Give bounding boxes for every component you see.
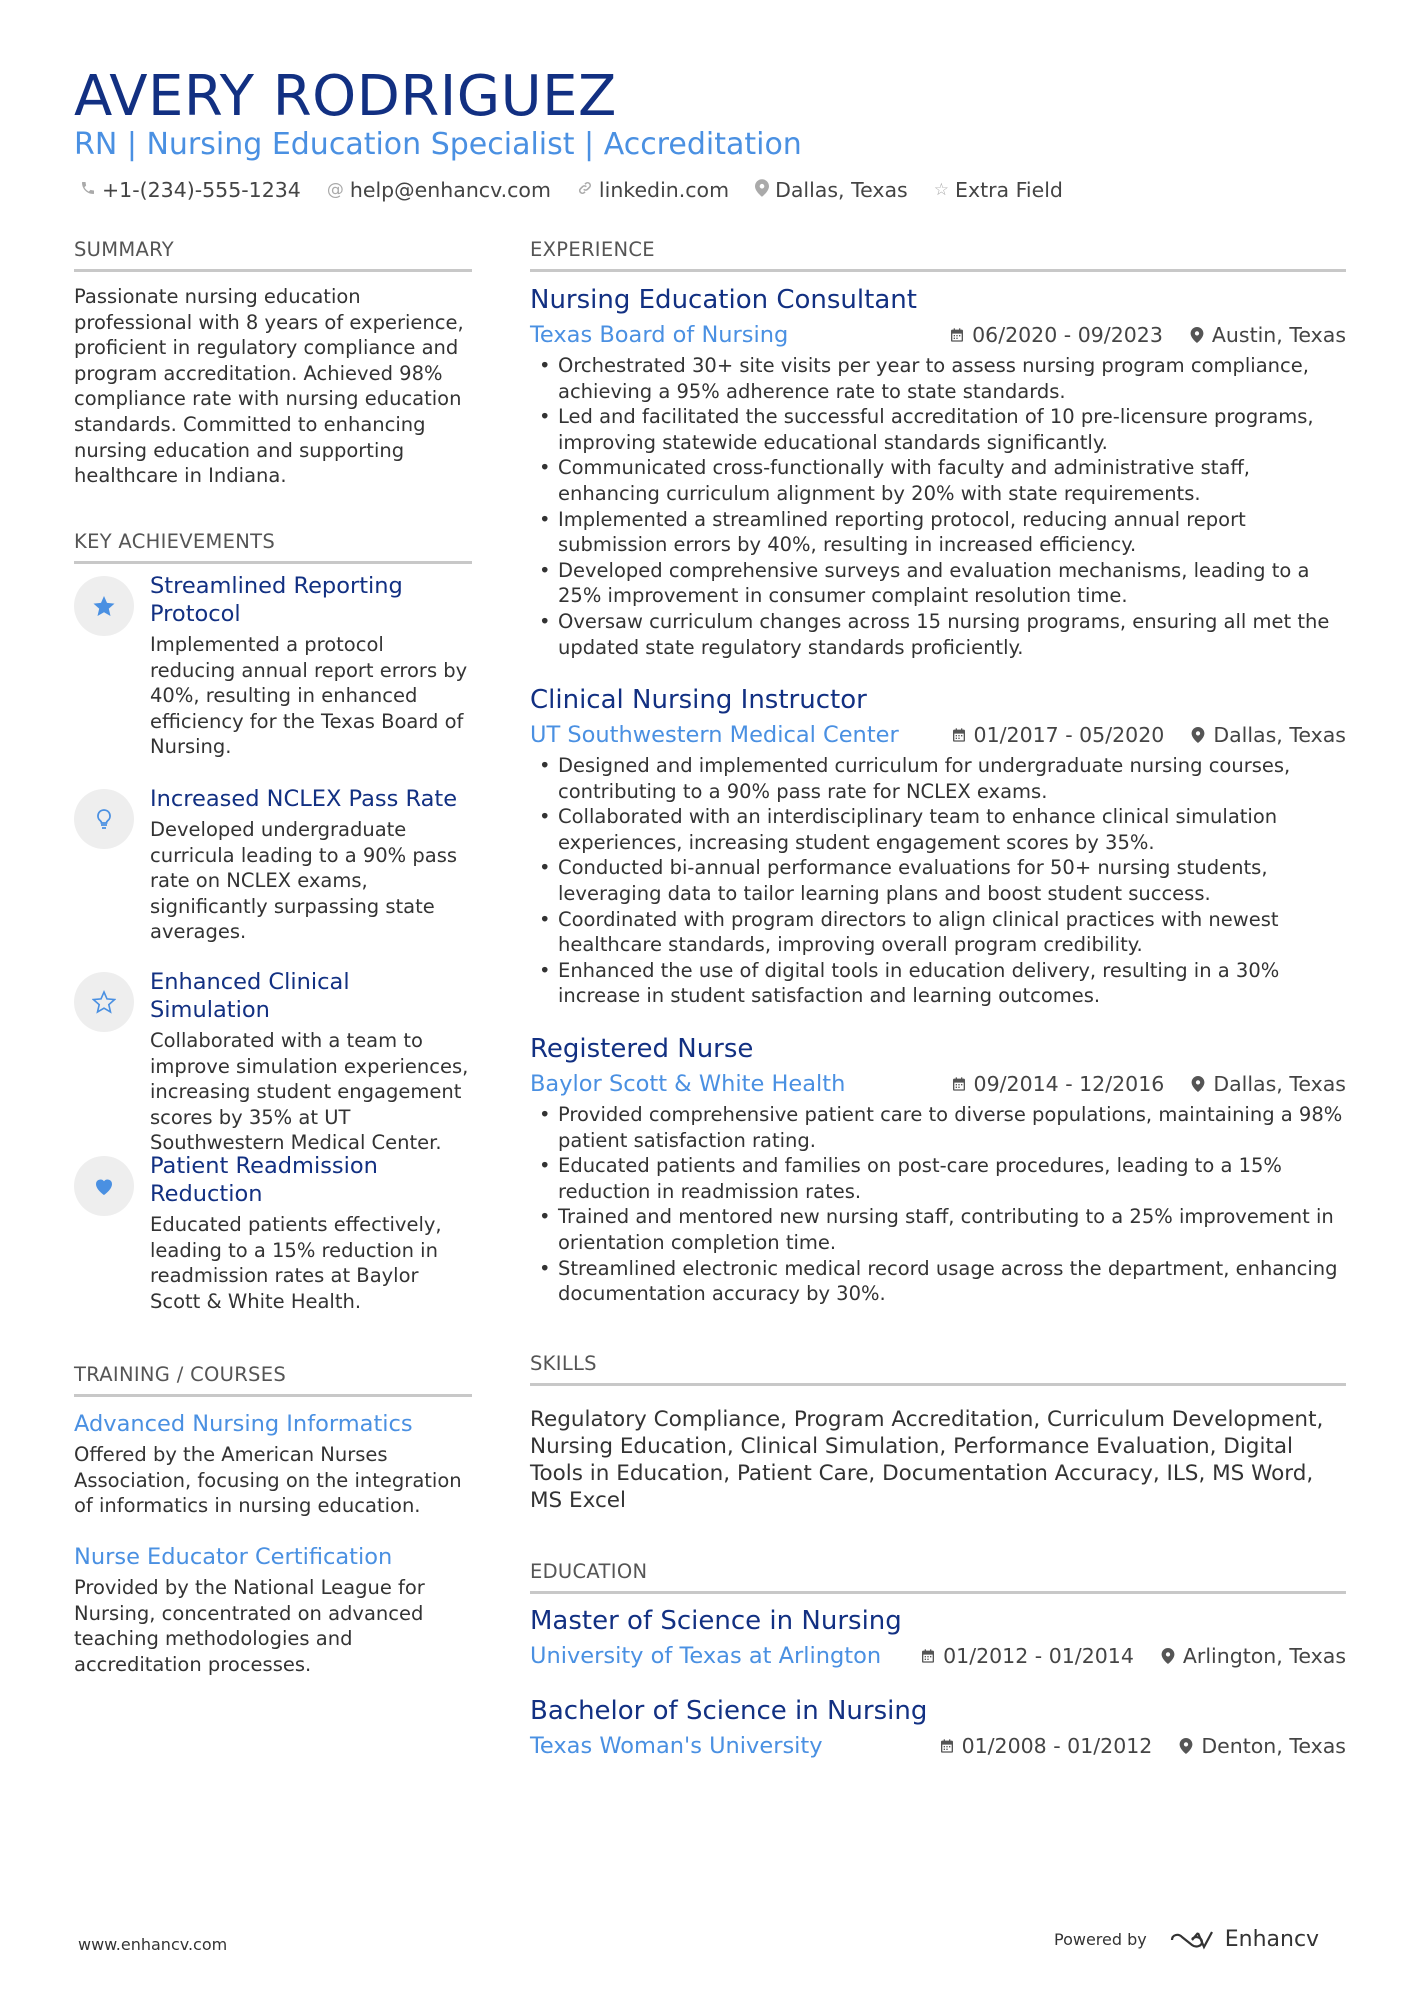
contact-bar [80,178,1063,202]
job-bullet: • Collaborated with an interdisciplinary team to enhance clinical simulation experiences, increasing student engagement scores by 35%. [530,804,1346,855]
summary-heading: SUMMARY [74,238,472,272]
location-icon [1190,727,1206,743]
achievement-title: Increased NCLEX Pass Rate [150,786,458,812]
education-dates: 01/2012 - 01/2014 [943,1644,1134,1668]
star-icon [74,576,134,636]
education-location: Denton, Texas [1201,1734,1346,1758]
job-bullets [530,353,1346,660]
star-outline-icon [74,972,134,1032]
course-item [74,1543,474,1677]
contact-phone-text: +1-(234)-555-1234 [102,178,301,202]
footer-website[interactable]: www.enhancv.com [78,1935,228,1954]
job-location: Dallas, Texas [1213,723,1346,747]
job-bullet: • Trained and mentored new nursing staff, contributing to a 25% improvement in orientation completion time. [530,1204,1346,1255]
education-item [530,1604,1346,1672]
skills-text: Regulatory Compliance, Program Accreditation, Curriculum Development, Nursing Education, Clinical Simulation, Performance Evaluation, Digital Tools in Education, Patient Care, Documentation Accuracy, ILS, MS Word, MS Excel [530,1407,1324,1513]
contact-location [755,178,908,202]
achievement-item [74,1152,474,1314]
contact-email[interactable] [327,178,551,202]
enhancv-logo[interactable] [1169,1927,1319,1952]
education-item [530,1694,1346,1762]
enhancv-logo-icon [1169,1928,1215,1952]
job-bullet: • Enhanced the use of digital tools in education delivery, resulting in a 30% increase in student satisfaction and learning outcomes. [530,958,1346,1009]
job-bullets [530,753,1346,1009]
phone-icon [80,180,96,201]
link-icon [577,180,593,201]
job-company: Baylor Scott & White Health [530,1071,846,1097]
achievement-desc: Developed undergraduate curricula leading to a 90% pass rate on NCLEX exams, significantly surpassing state averages. [150,818,458,944]
job-bullet: • Streamlined electronic medical record usage across the department, enhancing documentation accuracy by 30%. [530,1256,1346,1307]
star-outline-icon: ☆ [933,180,949,200]
job-bullet: • Provided comprehensive patient care to diverse populations, maintaining a 98% patient satisfaction rating. [530,1102,1346,1153]
summary-text: Passionate nursing education professional with 8 years of experience, proficient in regulatory compliance and program accreditation. Achieved 98% compliance rate with nursing education standards. Committed to enhancing nursing education and supporting healthcare in Indiana. [74,285,464,488]
location-icon [1190,1076,1206,1092]
degree-title: Master of Science in Nursing [530,1606,902,1636]
job-company: UT Southwestern Medical Center [530,722,899,748]
job-bullet: • Implemented a streamlined reporting protocol, reducing annual report submission errors by 40%, resulting in increased efficiency. [530,507,1346,558]
achievement-item [74,785,474,945]
achievement-title: Patient Readmission Reduction [150,1153,378,1207]
course-title: Nurse Educator Certification [74,1544,393,1570]
calendar-icon [920,1648,936,1664]
job-bullet: • Communicated cross-functionally with faculty and administrative staff, enhancing curriculum alignment by 20% with state requirements. [530,455,1346,506]
course-title: Advanced Nursing Informatics [74,1411,413,1437]
candidate-name: AVERY RODRIGUEZ [74,64,617,129]
contact-linkedin-text: linkedin.com [598,178,730,202]
job-location: Austin, Texas [1211,323,1346,347]
achievement-desc: Implemented a protocol reducing annual report errors by 40%, resulting in enhanced efficiency for the Texas Board of Nursing. [150,633,468,759]
experience-item [530,283,1346,660]
calendar-icon [939,1738,955,1754]
training-heading: TRAINING / COURSES [74,1363,472,1397]
job-title: Clinical Nursing Instructor [530,685,867,715]
job-dates: 06/2020 - 09/2023 [972,323,1163,347]
experience-item [530,683,1346,1009]
contact-linkedin[interactable] [577,178,729,202]
job-title: Nursing Education Consultant [530,285,917,315]
job-bullet: • Orchestrated 30+ site visits per year to assess nursing program compliance, achieving a 95% adherence rate to state standards. [530,353,1346,404]
job-location: Dallas, Texas [1213,1072,1346,1096]
location-icon [1160,1648,1176,1664]
job-bullets [530,1102,1346,1307]
contact-extra-text: Extra Field [955,178,1063,202]
school-name: University of Texas at Arlington [530,1643,882,1669]
achievement-title: Enhanced Clinical Simulation [150,969,350,1023]
job-bullet: • Conducted bi-annual performance evaluations for 50+ nursing students, leveraging data to tailor learning plans and boost student success. [530,855,1346,906]
candidate-headline: RN | Nursing Education Specialist | Accreditation [74,127,802,162]
footer-powered [1054,1927,1319,1952]
contact-extra [934,178,1063,202]
location-icon [1178,1738,1194,1754]
job-dates: 01/2017 - 05/2020 [973,723,1165,747]
calendar-icon [951,727,967,743]
achievement-desc: Educated patients effectively, leading to a 15% reduction in readmission rates at Baylor Scott & White Health. [150,1213,442,1313]
experience-heading: EXPERIENCE [530,238,1346,272]
contact-phone[interactable] [80,178,301,202]
job-dates: 09/2014 - 12/2016 [973,1072,1165,1096]
education-location: Arlington, Texas [1182,1644,1346,1668]
course-item [74,1410,474,1519]
brand-name: Enhancv [1224,1927,1320,1952]
education-dates: 01/2008 - 01/2012 [961,1734,1153,1758]
job-company: Texas Board of Nursing [530,322,789,348]
contact-location-text: Dallas, Texas [775,178,908,202]
job-title: Registered Nurse [530,1034,754,1064]
contact-email-text: help@enhancv.com [349,178,551,202]
job-bullet: • Developed comprehensive surveys and evaluation mechanisms, leading to a 25% improvement in consumer complaint resolution time. [530,558,1346,609]
achievement-title: Streamlined Reporting Protocol [150,573,403,627]
job-bullet: • Oversaw curriculum changes across 15 nursing programs, ensuring all met the updated state regulatory standards proficiently. [530,609,1346,660]
job-bullet: • Led and facilitated the successful accreditation of 10 pre-licensure programs, improving statewide educational standards significantly. [530,404,1346,455]
experience-item [530,1032,1346,1307]
at-icon: @ [326,180,344,200]
achievement-desc: Collaborated with a team to improve simulation experiences, increasing student engagement scores by 35% at UT Southwestern Medical Center. [150,1029,469,1155]
calendar-icon [949,327,965,343]
calendar-icon [951,1076,967,1092]
job-bullet: • Coordinated with program directors to align clinical practices with newest healthcare standards, improving overall program credibility. [530,907,1346,958]
achievements-heading: KEY ACHIEVEMENTS [74,530,472,564]
degree-title: Bachelor of Science in Nursing [530,1696,928,1726]
job-bullet: • Educated patients and families on post-care procedures, leading to a 15% reduction in readmission rates. [530,1153,1346,1204]
location-icon [755,179,769,202]
lightbulb-icon [74,789,134,849]
location-icon [1189,327,1205,343]
course-desc: Provided by the National League for Nursing, concentrated on advanced teaching methodologies and accreditation processes. [74,1576,425,1676]
course-desc: Offered by the American Nurses Association, focusing on the integration of informatics in nursing education. [74,1443,462,1518]
skills-heading: SKILLS [530,1352,1346,1386]
job-bullet: • Designed and implemented curriculum for undergraduate nursing courses, contributing to a 90% pass rate for NCLEX exams. [530,753,1346,804]
achievement-item [74,572,474,760]
achievement-item [74,968,474,1156]
school-name: Texas Woman's University [530,1733,823,1759]
heart-icon [74,1156,134,1216]
education-heading: EDUCATION [530,1560,1346,1594]
powered-by-label: Powered by [1054,1930,1147,1949]
